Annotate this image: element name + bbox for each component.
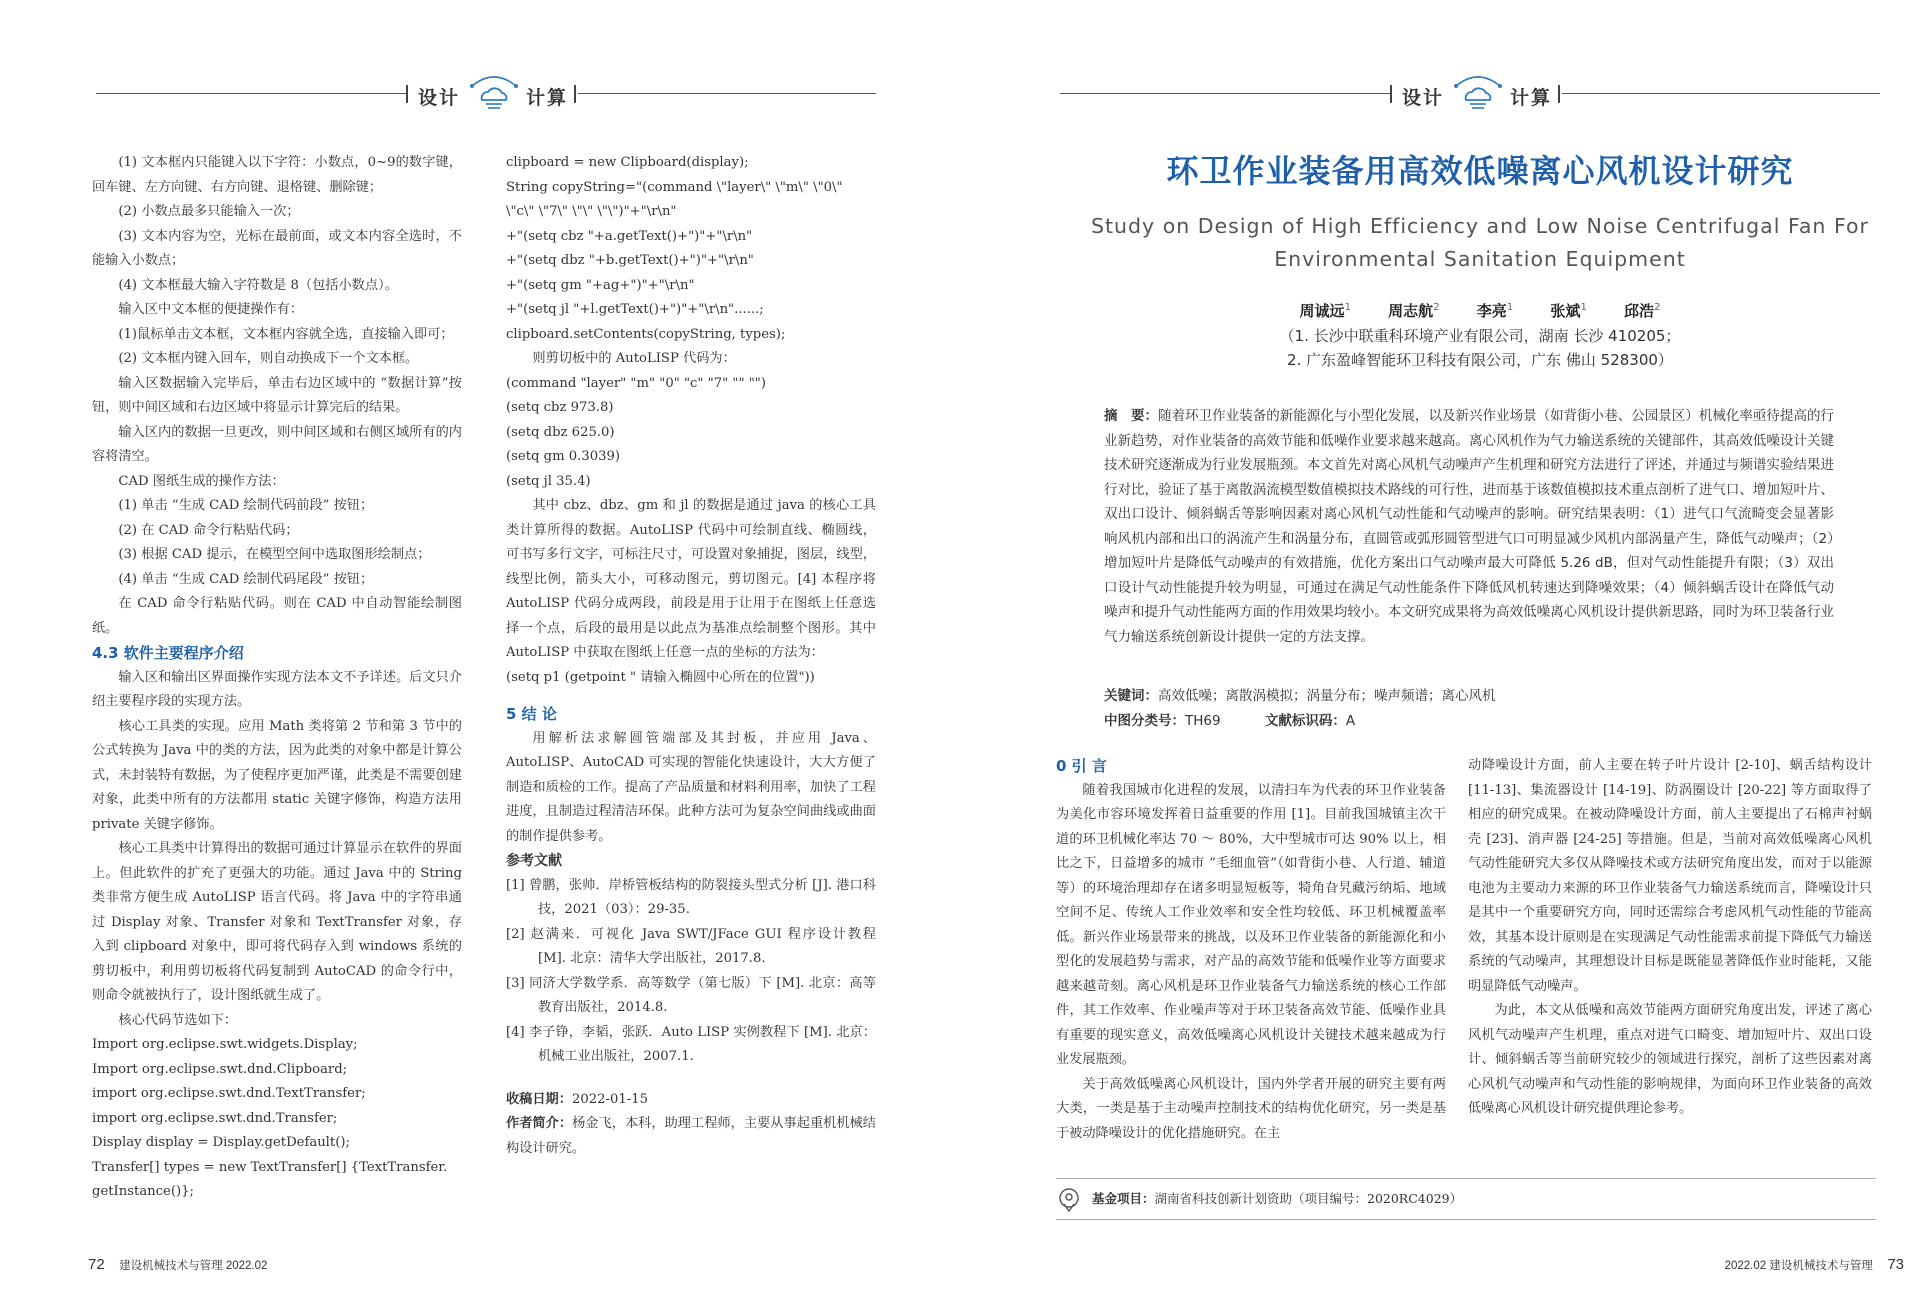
location-pin-icon	[1058, 1187, 1080, 1213]
code-line: String copyString="(command \"layer\" \"m\" \"0\"	[506, 179, 843, 195]
right-page	[1040, 0, 1920, 1303]
code-line: (setq p1 (getpoint " 请输入椭圆中心所在的位置"))	[506, 669, 815, 685]
paragraph: 核心代码节选如下：	[118, 1012, 238, 1028]
code-line: Import org.eclipse.swt.dnd.Clipboard;	[92, 1061, 348, 1077]
right-column-2	[1468, 754, 1872, 1122]
reference-item: [3] 同济大学数学系．高等数学（第七版）下 [M]. 北京：高等教育出版社，2014.8.	[506, 975, 876, 1015]
clc-code: TH69	[1185, 712, 1221, 729]
cloud-computing-icon	[466, 68, 522, 112]
paragraph: (4) 单击 “生成 CAD 绘制代码尾段” 按钮；	[118, 571, 374, 587]
keywords-block: 关键词：高效低噪；离散涡模拟；涡量分布；噪声频谱；离心风机 中图分类号：TH69 文献标识码：A	[1104, 688, 1496, 729]
section-heading: 5 结 论	[506, 705, 557, 723]
keywords: 高效低噪；离散涡模拟；涡量分布；噪声频谱；离心风机	[1158, 688, 1496, 704]
paragraph: (1) 文本框内只能键入以下字符：小数点，0~9的数字键，回车键、左方向键、右方向键、退格键、删除键；	[92, 155, 462, 195]
code-line: (setq jl 35.4)	[506, 473, 591, 489]
code-line: Transfer[] types = new TextTransfer[] {TextTransfer.	[92, 1159, 448, 1175]
paragraph: (1) 单击 “生成 CAD 绘制代码前段” 按钮；	[118, 498, 374, 513]
document-code: A	[1345, 712, 1356, 729]
code-line: +"(setq dbz "+b.getText()+")"+"\r\n"	[506, 253, 754, 268]
paragraph: (3) 根据 CAD 提示，在模型空间中选取图形绘制点；	[118, 547, 431, 562]
paragraph: (2) 文本框内键入回车，则自动换成下一个文本框。	[118, 351, 419, 366]
paragraph: 关于高效低噪离心风机设计，国内外学者开展的研究主要有两大类，一类是基于主动噪声控制技术的结构优化研究，另一类是基于被动降噪设计的优化措施研究。在主	[1056, 1076, 1446, 1141]
paragraph: (4) 文本框最大输入字符数是 8（包括小数点）。	[118, 277, 398, 293]
author: 周诚远$^1$	[1299, 302, 1351, 320]
author: 周志航$^2$	[1388, 302, 1440, 320]
received-date: 收稿日期：2022-01-15	[506, 1091, 648, 1107]
reference-item: [2] 赵满来．可视化 Java SWT/JFace GUI 程序设计教程 [M]. 北京：清华大学出版社，2017.8.	[506, 926, 876, 966]
page-number: 72	[88, 1256, 105, 1273]
section-heading: 0 引 言	[1056, 757, 1107, 775]
section-header	[96, 80, 876, 110]
page-number: 73	[1887, 1256, 1904, 1273]
paragraph: (2) 小数点最多只能输入一次；	[118, 204, 300, 219]
code-line: +"(setq jl "+l.getText()+")"+"\r\n"......;	[506, 302, 764, 317]
paragraph: CAD 图纸生成的操作方法：	[118, 473, 285, 489]
code-line: Display display = Display.getDefault();	[92, 1135, 350, 1150]
abstract-label: 摘 要：	[1104, 408, 1159, 424]
code-line: (command "layer" "m" "0" "c" "7" "" "")	[506, 375, 766, 391]
journal-name: 2022.02 建设机械技术与管理	[1724, 1260, 1873, 1272]
paragraph: (3) 文本内容为空，光标在最前面，或文本内容全选时，不能输入小数点；	[92, 228, 462, 268]
right-footer	[1725, 1256, 1904, 1274]
paragraph: 在 CAD 命令行粘贴代码。则在 CAD 中自动智能绘制图纸。	[92, 596, 462, 636]
article-title-en: Study on Design of High Efficiency and Low Noise Centrifugal Fan For Environmental Sanitation Equipment	[1091, 214, 1869, 271]
code-line: (setq dbz 625.0)	[506, 424, 615, 440]
paragraph: (2) 在 CAD 命令行粘贴代码；	[118, 522, 299, 538]
cloud-computing-icon	[1450, 68, 1506, 112]
code-line: (setq cbz 973.8)	[506, 400, 614, 415]
header-right-word: 计算	[1510, 87, 1553, 109]
paragraph: 输入区内的数据一旦更改，则中间区域和右侧区域所有的内容将清空。	[92, 424, 462, 464]
references-heading: 参考文献	[506, 853, 562, 869]
left-column-2	[506, 151, 876, 1161]
paragraph: 随着我国城市化进程的发展，以清扫车为代表的环卫作业装备为美化市容环境发挥着日益重要的作用 [1]。目前我国城镇主次干道的环卫机械化率达 70 ～ 80%，大中型城市可达 90% 以上，相比之下，日益增多的城市 “毛细血管”（如背街小巷、人行道、辅道等）的环境治理却存在诸多明显短板等，犄角旮旯藏污纳垢、地域空间不足、传统人工作业效率和安全性均较低、环卫机械覆盖率低。新兴作业场景带来的挑战，以及环卫作业装备的新能源化和小型化的发展趋势与需求，对产品的高效节能和低噪作业等方面要求越来越苛刻。离心风机是环卫作业装备气力输送系统的核心工作部件，其工作效率、作业噪声等对于环卫装备高效节能、低噪作业具有重要的现实意义，高效低噪离心风机设计关键技术越来越成为行业发展瓶颈。	[1056, 782, 1446, 1067]
left-column-1	[92, 151, 462, 1205]
reference-item: [1] 曾鹏，张帅．岸桥管板结构的防裂接头型式分析 [J]. 港口科技，2021（03）：29-35.	[506, 877, 876, 917]
code-line: +"(setq cbz "+a.getText()+")"+"\r\n"	[506, 228, 753, 244]
left-footer	[88, 1256, 267, 1274]
paragraph: 其中 cbz、dbz、gm 和 jl 的数据是通过 java 的核心工具类计算所得的数据。AutoLISP 代码中可绘制直线、椭圆线，可书写多行文字，可标注尺寸，可设置对象捕捉，图层，线型，线型比例，箭头大小，可移动图元，剪切图元。[4] 本程序将 AutoLISP 代码分成两段，前段是用于让用于在图纸上任意选择一个点，后段的最用是以此点为基准点绘制整个图形。其中 AutoLISP 中获取在图纸上任意一点的坐标的方法为：	[506, 498, 876, 660]
paragraph: 核心工具类中计算得出的数据可通过计算显示在软件的界面上。但此软件的扩充了更强大的功能。通过 Java 中的 String 类非常方便生成 AutoLISP 语言代码。将 Java 中的字符串通过 Display 对象、Transfer 对象和 TextTransfer 对象，存入到 clipboard 对象中，即可将代码存入到 windows 系统的剪切板中，利用剪切板将代码复制到 AutoCAD 的命令行中，则命令就被执行了，设计图纸就生成了。	[92, 841, 462, 1003]
code-line: clipboard.setContents(copyString, types);	[506, 326, 786, 342]
header-left-word: 设计	[1402, 87, 1445, 109]
paragraph: 为此，本文从低噪和高效节能两方面研究角度出发，评述了离心风机气动噪声产生机理，重点对进气口畸变、增加短叶片、双出口设计、倾斜蜗舌等当前研究较少的领域进行探究，剖析了这些因素对离心风机气动噪声和气动性能的影响规律，为面向环卫作业装备的高效低噪离心风机设计研究提供理论参考。	[1468, 1003, 1872, 1116]
code-line: +"(setq gm "+ag+")"+"\r\n"	[506, 277, 695, 293]
code-line: import org.eclipse.swt.dnd.TextTransfer;	[92, 1086, 366, 1101]
author-bio: 作者简介：杨金飞，本科，助理工程师，主要从事起重机机械结构设计研究。	[506, 1116, 876, 1156]
author-list	[1040, 300, 1920, 321]
reference-item: [4] 李子铮，李韬，张跃．Auto LISP 实例教程下 [M]. 北京：机械工业出版社，2007.1.	[506, 1024, 876, 1064]
author: 邱浩$^2$	[1624, 302, 1661, 320]
funding-text: 湖南省科技创新计划资助（项目编号：2020RC4029）	[1154, 1191, 1463, 1206]
section-header	[1060, 80, 1880, 110]
funding-note: 基金项目：湖南省科技创新计划资助（项目编号：2020RC4029）	[1056, 1178, 1876, 1220]
paragraph: 输入区数据输入完毕后，单击右边区域中的 “数据计算”按钮，则中间区域和右边区域中将显示计算完后的结果。	[92, 375, 462, 415]
header-right-word: 计算	[526, 87, 569, 109]
author: 李亮$^1$	[1476, 302, 1514, 320]
code-line: import org.eclipse.swt.dnd.Transfer;	[92, 1110, 338, 1126]
paragraph: 输入区和输出区界面操作实现方法本文不予详述。后文只介绍主要程序段的实现方法。	[92, 669, 462, 709]
paragraph: 输入区中文本框的便捷操作有：	[118, 302, 304, 317]
code-line: (setq gm 0.3039)	[506, 449, 621, 464]
section-heading: 4.3 软件主要程序介绍	[92, 644, 244, 662]
paragraph: 动降噪设计方面，前人主要在转子叶片设计 [2-10]、蜗舌结构设计 [11-13]、集流器设计 [14-19]、防涡圈设计 [20-22] 等方面取得了相应的研究成果。在被动降噪设计方面，前人主要提出了石棉声衬蜗壳 [23]、消声器 [24-25] 等措施。但是，当前对高效低噪离心风机气动性能研究大多仅从降噪技术或方法研究角度出发，而对于以能源电池为主要动力来源的环卫作业装备气力输送系统而言，降噪设计只是其中一个重要研究方向，同时还需综合考虑风机气动性能的节能高效，其基本设计原则是在实现满足气动性能需求前提下降低气力输送系统的气动噪声，其理想设计目标是既能显著降低作业时能耗，又能明显降低气动噪声。	[1468, 758, 1872, 994]
article-title-cn: 环卫作业装备用高效低噪离心风机设计研究	[1166, 152, 1794, 190]
paragraph: 核心工具类的实现。应用 Math 类将第 2 节和第 3 节中的公式转换为 Java 中的类的方法，因为此类的对象中都是计算公式，未封装特有数据，为了使程序更加严谨，此类是不需要创建对象，此类中所有的方法都用 static 关键字修饰，构造方法用 private 关键字修饰。	[92, 718, 462, 832]
header-left-word: 设计	[418, 87, 461, 109]
affiliations: （1. 长沙中联重科环境产业有限公司，湖南 长沙 410205； 2. 广东盈峰智能环卫科技有限公司，广东 佛山 528300）	[1279, 327, 1681, 369]
abstract	[1104, 404, 1834, 649]
code-line: getInstance()};	[92, 1184, 194, 1199]
code-line: \"c\" \"7\" \"\" \"\")"+"\r\n"	[506, 204, 677, 219]
abstract-text: 随着环卫作业装备的新能源化与小型化发展，以及新兴作业场景（如背街小巷、公园景区）机械化率亟待提高的行业新趋势，对作业装备的高效节能和低噪作业要求越来越高。离心风机作为气力输送系统的关键部件，其高效低噪设计关键技术研究逐渐成为行业发展瓶颈。本文首先对离心风机气动噪声产生机理和研究方法进行了评述，并通过与频谱实验结果进行对比，验证了基于离散涡流模型数值模拟技术路线的可行性，进而基于该数值模拟技术重点剖析了进气口、增加短叶片、双出口设计、倾斜蜗舌等影响因素对离心风机气动性能和气动噪声的影响。研究结果表明：（1）进气口气流畸变会显著影响风机内部和出口的涡流产生和涡量分布，直圆管或弧形圆管型进气口可明显减少风机内部涡量产生，降低气动噪声；（2）增加短叶片是降低气动噪声的有效措施，优化方案出口气动噪声最大可降低 5.26 dB，但对气动性能提升有限；（3）双出口设计气动性能提升较为明显，可通过在满足气动性能条件下降低风机转速达到降噪效果；（4）倾斜蜗舌设计在降低气动噪声和提升气动性能两方面的作用效果均较小。本文研究成果将为高效低噪离心风机设计提供新思路，同时为环卫装备行业气力输送系统创新设计提供一定的方法支撑。	[1104, 408, 1835, 645]
paragraph: 则剪切板中的 AutoLISP 代码为：	[532, 351, 736, 366]
code-line: clipboard = new Clipboard(display);	[506, 155, 749, 170]
paragraph: 用解析法求解圆管端部及其封板，并应用 Java、AutoLISP、AutoCAD 可实现的智能化快速设计，大大方便了制造和质检的工作。提高了产品质量和材料利用率，加快了工程进度，且制造过程清洁环保。此种方法可为复杂空间曲线或曲面的制作提供参考。	[506, 730, 876, 844]
author: 张斌$^1$	[1550, 302, 1587, 320]
paragraph: (1)鼠标单击文本框，文本框内容就全选，直接输入即可；	[118, 326, 454, 342]
right-column-1	[1056, 754, 1446, 1146]
code-line: Import org.eclipse.swt.widgets.Display;	[92, 1037, 358, 1052]
journal-name: 建设机械技术与管理 2022.02	[119, 1260, 268, 1272]
